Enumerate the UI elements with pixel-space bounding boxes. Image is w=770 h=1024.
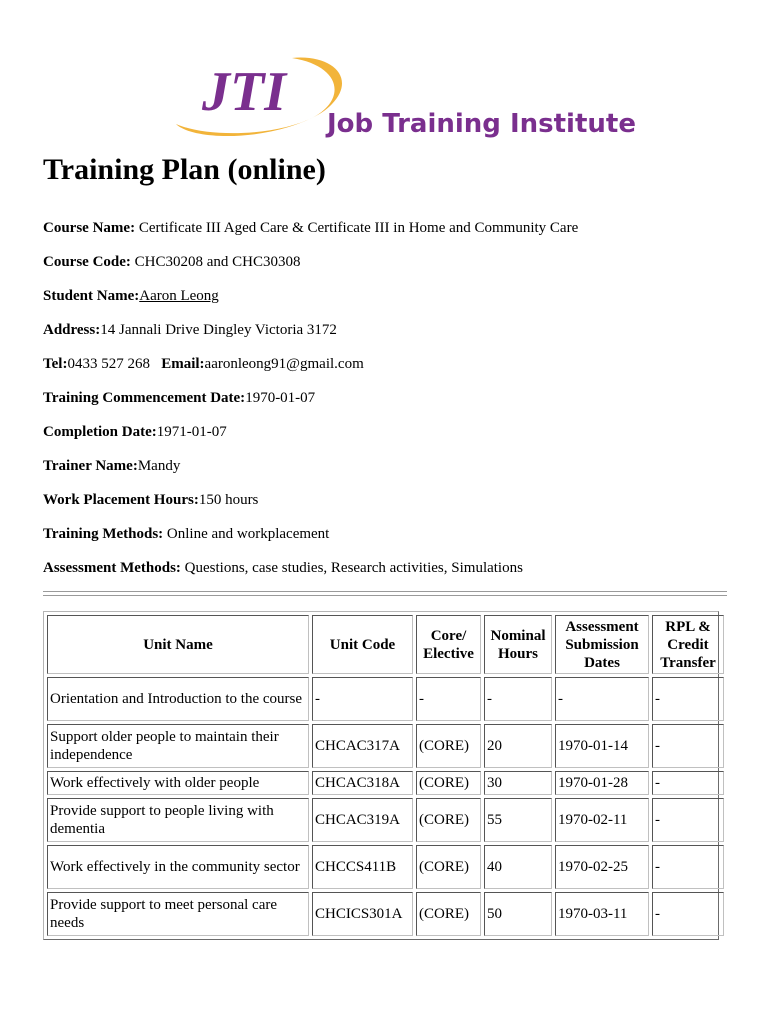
table-row xyxy=(47,677,724,721)
course-name-value: Certificate III Aged Care & Certificate III in Home and Community Care xyxy=(138,220,579,236)
header-core-elective: Core/ Elective xyxy=(416,615,481,674)
rpl-credit-cell: - xyxy=(652,771,724,795)
unit-code-cell: CHCAC317A xyxy=(312,724,413,768)
unit-code-cell: CHCICS301A xyxy=(312,892,413,936)
unit-code-cell: CHCAC318A xyxy=(312,771,413,795)
unit-name-cell: Provide support to meet personal care needs xyxy=(47,892,309,936)
assessment-methods-row xyxy=(43,558,733,592)
core-elective-cell: (CORE) xyxy=(416,771,481,795)
assessment-date-cell: 1970-02-11 xyxy=(555,798,649,842)
assessment-date-cell: - xyxy=(555,677,649,721)
course-name-row xyxy=(43,218,733,252)
commencement-row xyxy=(43,388,733,422)
placement-hours-value: 150 hours xyxy=(198,492,259,508)
unit-code-cell: CHCCS411B xyxy=(312,845,413,889)
nominal-hours-cell: 50 xyxy=(484,892,552,936)
unit-code-cell: - xyxy=(312,677,413,721)
tel-value: 0433 527 268 xyxy=(67,356,150,372)
table-header-row xyxy=(47,615,724,674)
table-row xyxy=(47,845,724,889)
trainer-label: Trainer Name: xyxy=(43,458,138,474)
address-label: Address: xyxy=(43,322,101,338)
rpl-credit-cell: - xyxy=(652,892,724,936)
course-code-label: Course Code: xyxy=(43,254,131,270)
table-row xyxy=(47,724,724,768)
logo-name: Job Training Institute xyxy=(327,109,636,139)
core-elective-cell: (CORE) xyxy=(416,845,481,889)
placement-hours-label: Work Placement Hours: xyxy=(43,492,199,508)
logo-graphic xyxy=(172,48,636,146)
contact-row xyxy=(43,354,733,388)
rpl-credit-cell: - xyxy=(652,724,724,768)
table-row xyxy=(47,771,724,795)
header-nominal-hours: Nominal Hours xyxy=(484,615,552,674)
nominal-hours-cell: 30 xyxy=(484,771,552,795)
student-name-value: Aaron Leong xyxy=(139,288,219,304)
header-assessment-dates: Assessment Submission Dates xyxy=(555,615,649,674)
training-methods-value: Online and workplacement xyxy=(166,526,330,542)
student-name-row xyxy=(43,286,733,320)
unit-code-cell: CHCAC319A xyxy=(312,798,413,842)
commencement-label: Training Commencement Date: xyxy=(43,390,246,406)
assessment-date-cell: 1970-01-14 xyxy=(555,724,649,768)
rpl-credit-cell: - xyxy=(652,845,724,889)
header-unit-name: Unit Name xyxy=(47,615,309,674)
unit-name-cell: Work effectively with older people xyxy=(47,771,309,795)
trainer-row xyxy=(43,456,733,490)
unit-name-cell: Orientation and Introduction to the course xyxy=(47,677,309,721)
section-divider xyxy=(43,591,727,596)
page-title: Training Plan (online) xyxy=(43,153,326,186)
nominal-hours-cell: 20 xyxy=(484,724,552,768)
student-details xyxy=(43,218,733,592)
core-elective-cell: (CORE) xyxy=(416,724,481,768)
core-elective-cell: - xyxy=(416,677,481,721)
address-value: 14 Jannali Drive Dingley Victoria 3172 xyxy=(100,322,337,338)
assessment-methods-value: Questions, case studies, Research activities, Simulations xyxy=(184,560,523,576)
nominal-hours-cell: - xyxy=(484,677,552,721)
training-methods-label: Training Methods: xyxy=(43,526,164,542)
placement-hours-row xyxy=(43,490,733,524)
rpl-credit-cell: - xyxy=(652,677,724,721)
completion-row xyxy=(43,422,733,456)
course-code-value: CHC30208 and CHC30308 xyxy=(134,254,301,270)
unit-name-cell: Provide support to people living with dementia xyxy=(47,798,309,842)
header-rpl-credit: RPL & Credit Transfer xyxy=(652,615,724,674)
course-name-label: Course Name: xyxy=(43,220,136,236)
assessment-date-cell: 1970-02-25 xyxy=(555,845,649,889)
units-table xyxy=(44,612,727,939)
course-code-row xyxy=(43,252,733,286)
table-row xyxy=(47,798,724,842)
student-name-label: Student Name: xyxy=(43,288,140,304)
trainer-value: Mandy xyxy=(137,458,181,474)
rpl-credit-cell: - xyxy=(652,798,724,842)
commencement-value: 1970-01-07 xyxy=(245,390,316,406)
unit-name-cell: Support older people to maintain their independence xyxy=(47,724,309,768)
address-row xyxy=(43,320,733,354)
jti-logo xyxy=(172,48,636,146)
assessment-date-cell: 1970-03-11 xyxy=(555,892,649,936)
completion-value: 1971-01-07 xyxy=(156,424,227,440)
training-methods-row xyxy=(43,524,733,558)
assessment-date-cell: 1970-01-28 xyxy=(555,771,649,795)
core-elective-cell: (CORE) xyxy=(416,798,481,842)
unit-name-cell: Work effectively in the community sector xyxy=(47,845,309,889)
assessment-methods-label: Assessment Methods: xyxy=(43,560,181,576)
units-table-frame xyxy=(43,611,719,940)
completion-label: Completion Date: xyxy=(43,424,157,440)
tel-label: Tel: xyxy=(43,356,68,372)
logo-mark: JTI xyxy=(202,61,286,123)
email-value: aaronleong91@gmail.com xyxy=(204,356,364,372)
header-unit-code: Unit Code xyxy=(312,615,413,674)
core-elective-cell: (CORE) xyxy=(416,892,481,936)
nominal-hours-cell: 55 xyxy=(484,798,552,842)
email-label: Email: xyxy=(161,356,205,372)
table-row xyxy=(47,892,724,936)
nominal-hours-cell: 40 xyxy=(484,845,552,889)
